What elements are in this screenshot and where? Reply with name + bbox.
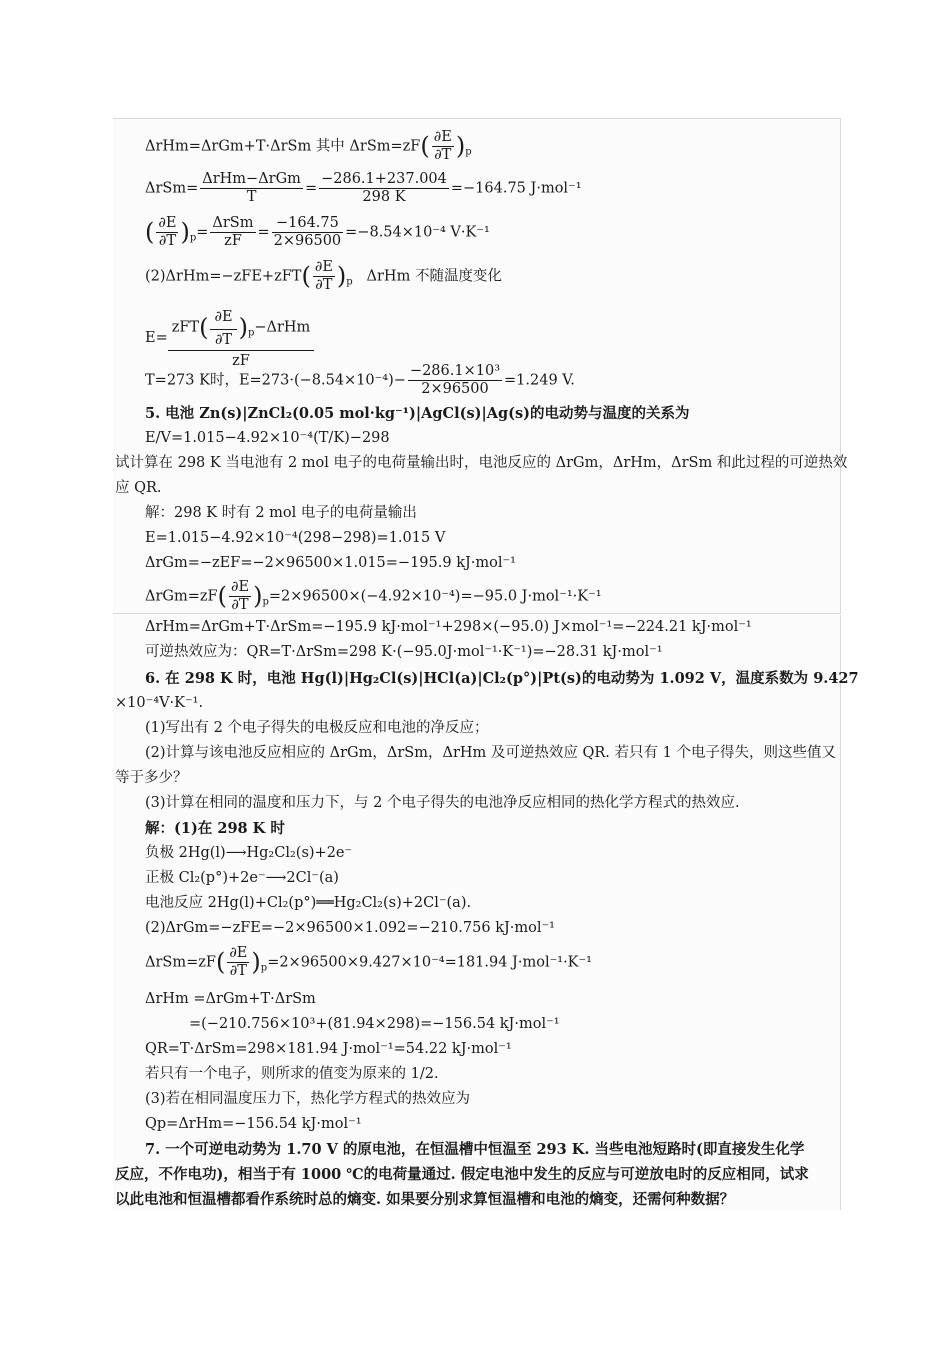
solution-5-emf: E=1.015−4.92×10⁻⁴(298−298)=1.015 V — [145, 530, 446, 546]
frac-num: ΔrHm−ΔrGm — [202, 171, 301, 187]
solution-5-heat: 可逆热效应为：QR=T·ΔrSm=298 K·(−95.0J·mol⁻¹·K⁻¹)=−28.31 kJ·mol⁻¹ — [145, 644, 663, 660]
solution-6-heat: QR=T·ΔrSm=298×181.94 J·mol⁻¹=54.22 kJ·mol⁻¹ — [145, 1041, 512, 1057]
solution-6-one-electron: 若只有一个电子，则所求的值变为原来的 1/2. — [145, 1066, 439, 1082]
frac-den: T — [246, 189, 257, 205]
solution-6-enthalpy-value: =(−210.756×10³+(81.94×298)=−156.54 kJ·mol⁻¹ — [189, 1016, 560, 1032]
problem-5-title: 5. 电池 Zn(s)|ZnCl₂(0.05 mol·kg⁻¹)|AgCl(s)|Ag(s)的电动势与温度的关系为 — [145, 405, 690, 422]
frac-den: ∂T — [229, 963, 247, 979]
solution-5-gibbs: ΔrGm=−zEF=−2×96500×1.015=−195.9 kJ·mol⁻¹ — [145, 555, 516, 571]
problem-6-title: 6. 在 298 K 时，电池 Hg(l)|Hg₂Cl(s)|HCl(a)|Cl₂(p°)|Pt(s)的电动势为 1.092 V，温度系数为 9.427 — [145, 670, 859, 687]
frac-den: zF — [232, 353, 250, 369]
problem-6-title-cont: ×10⁻⁴V·K⁻¹. — [115, 695, 204, 711]
solution-6-gibbs: (2)ΔrGm=−zFE=−2×96500×1.092=−210.756 kJ·mol⁻¹ — [145, 920, 555, 936]
eq-text: (2)ΔrHm=−zFE+zFT — [145, 268, 302, 285]
frac-den: ∂T — [158, 233, 176, 249]
frac-num: ∂E — [314, 259, 333, 275]
eq-emf-expression: E= zFT( $\frac{\partial E}{\partial T}$ )$_p-\Delta rHm$ zF — [145, 305, 314, 371]
eq-text: =1.249 V. — [504, 372, 575, 389]
solution-6-cathode: 正极 Cl₂(p°)+2e⁻⟶2Cl⁻(a) — [145, 870, 339, 886]
frac-den: ∂T — [315, 277, 333, 293]
solution-6-cell-reaction: 电池反应 2Hg(l)+Cl₂(p°)══Hg₂Cl₂(s)+2Cl⁻(a). — [145, 895, 472, 911]
frac-num: −164.75 — [272, 215, 344, 233]
frac-den: 298 K — [362, 189, 406, 205]
frac-num: ∂E — [229, 945, 248, 961]
eq-temp-coefficient: ( $\frac{\partial E}{\partial T}$ )$_p=$ $\frac{\text{ΔrSm}}{zF}$ = $\frac{-164.75}{2\times 96500}$ =−8.54×10⁻⁴ V·K⁻¹ — [145, 215, 490, 249]
problem-6-q2: (2)计算与该电池反应相应的 ΔrGm，ΔrSm，ΔrHm 及可逆热效应 QR. 若只有 1 个电子得失，则这些值又 — [145, 745, 836, 761]
frac-num: ∂E — [230, 579, 250, 595]
solution-5-intro: 解：298 K 时有 2 mol 电子的电荷量输出 — [145, 505, 417, 521]
frac-num: ΔrSm — [212, 215, 254, 231]
solution-5-entropy: ΔrGm=zF( $\frac{\partial E}{\partial T}$ )$_p=2\times 96500\times(-4.92\times 10^{-4})=-95.0$ J·mol⁻¹·K⁻¹ — [145, 579, 602, 613]
solution-6-entropy: ΔrSm=zF( $\frac{\partial E}{\partial T}$ )$_p=2\times 96500\times 9.427\times 10^{-4}=181.94$ J·mol⁻¹·K⁻¹ — [145, 945, 592, 979]
eq-text: ΔrHm 不随温度变化 — [366, 268, 502, 285]
frac-num: −286.1+237.004 — [321, 171, 447, 187]
frac-num: ∂E — [433, 129, 452, 145]
eq-text: ΔrHm=ΔrGm+T·ΔrSm 其中 ΔrSm=zF — [145, 138, 421, 155]
solution-6-intro: 解：(1)在 298 K 时 — [145, 820, 285, 837]
problem-5-question: 试计算在 298 K 当电池有 2 mol 电子的电荷量输出时，电池反应的 ΔrGm，ΔrHm，ΔrSm 和此过程的可逆热效 — [115, 455, 848, 471]
frac-den: 2×96500 — [273, 233, 342, 249]
solution-6-part3: (3)若在相同温度压力下，热化学方程式的热效应为 — [145, 1091, 471, 1107]
eq-text: E= — [145, 330, 168, 346]
solution-6-enthalpy: ΔrHm =ΔrGm+T·ΔrSm — [145, 991, 316, 1007]
problem-7-cont: 反应，不作电功)，相当于有 1000 ℃的电荷量通过. 假定电池中发生的反应与可逆放电时的反应相同，试求 — [115, 1166, 809, 1183]
eq-text: =2×96500×(−4.92×10⁻⁴)=−95.0 J·mol⁻¹·K⁻¹ — [268, 588, 602, 605]
frac-den: 2×96500 — [421, 381, 489, 397]
eq-part2-enthalpy: (2)ΔrHm=−zFE+zFT( $\frac{\partial E}{\partial T}$ )$_p$ ΔrHm 不随温度变化 — [145, 259, 502, 293]
frac-num: zFT — [171, 319, 200, 336]
problem-6-q1: (1)写出有 2 个电子得失的电极反应和电池的净反应； — [145, 720, 489, 736]
frac-num: ∂E — [158, 215, 177, 231]
problem-5-question-cont: 应 QR. — [115, 480, 162, 496]
eq-entropy: ΔrSm= $\frac{\text{ΔrHm−ΔrGm}}{T}$ = $\frac{-286.1+237.004}{298 K}$ =−164.75 J·mol⁻¹ — [145, 171, 582, 205]
frac-den: zF — [224, 233, 242, 249]
scan-page-top — [113, 118, 848, 614]
frac-den: ∂T — [434, 147, 452, 163]
solution-6-qp: Qp=ΔrHm=−156.54 kJ·mol⁻¹ — [145, 1116, 362, 1132]
problem-6-q2-cont: 等于多少？ — [115, 770, 188, 786]
solution-6-anode: 负极 2Hg(l)⟶Hg₂Cl₂(s)+2e⁻ — [145, 845, 353, 861]
frac-num: −ΔrHm — [254, 319, 311, 336]
frac-den: ∂T — [231, 597, 249, 613]
eq-text: =2×96500×9.427×10⁻⁴=181.94 J·mol⁻¹·K⁻¹ — [267, 954, 592, 971]
problem-6-q3: (3)计算在相同的温度和压力下，与 2 个电子得失的电池净反应相同的热化学方程式的热效应. — [145, 795, 740, 811]
eq-text: ΔrGm=zF — [145, 588, 218, 605]
problem-7-title: 7. 一个可逆电动势为 1.70 V 的原电池，在恒温槽中恒温至 293 K. 当些电池短路时(即直接发生化学 — [145, 1141, 805, 1158]
solution-5-enthalpy: ΔrHm=ΔrGm+T·ΔrSm=−195.9 kJ·mol⁻¹+298×(−95.0) J×mol⁻¹=−224.21 kJ·mol⁻¹ — [145, 619, 752, 635]
problem-7-cont2: 以此电池和恒温槽都看作系统时总的熵变. 如果要分别求算恒温槽和电池的熵变，还需何种数据？ — [115, 1191, 735, 1208]
eq-text: T=273 K时，E=273·(−8.54×10⁻⁴)− — [145, 372, 406, 389]
frac-num: −286.1×10³ — [409, 363, 501, 379]
problem-5-equation: E/V=1.015−4.92×10⁻⁴(T/K)−298 — [145, 430, 390, 446]
eq-emf-273k — [145, 363, 575, 398]
eq-text: =−8.54×10⁻⁴ V·K⁻¹ — [345, 224, 490, 241]
scan-page-bottom — [113, 615, 859, 1210]
eq-text: ΔrSm= — [145, 180, 199, 197]
eq-text: =−164.75 J·mol⁻¹ — [450, 180, 582, 197]
eq-text: ΔrSm=zF — [145, 954, 216, 971]
eq-enthalpy-relation: ΔrHm=ΔrGm+T·ΔrSm 其中 ΔrSm=zF( $\frac{\partial E}{\partial T}$ )$_p$ — [145, 129, 472, 163]
